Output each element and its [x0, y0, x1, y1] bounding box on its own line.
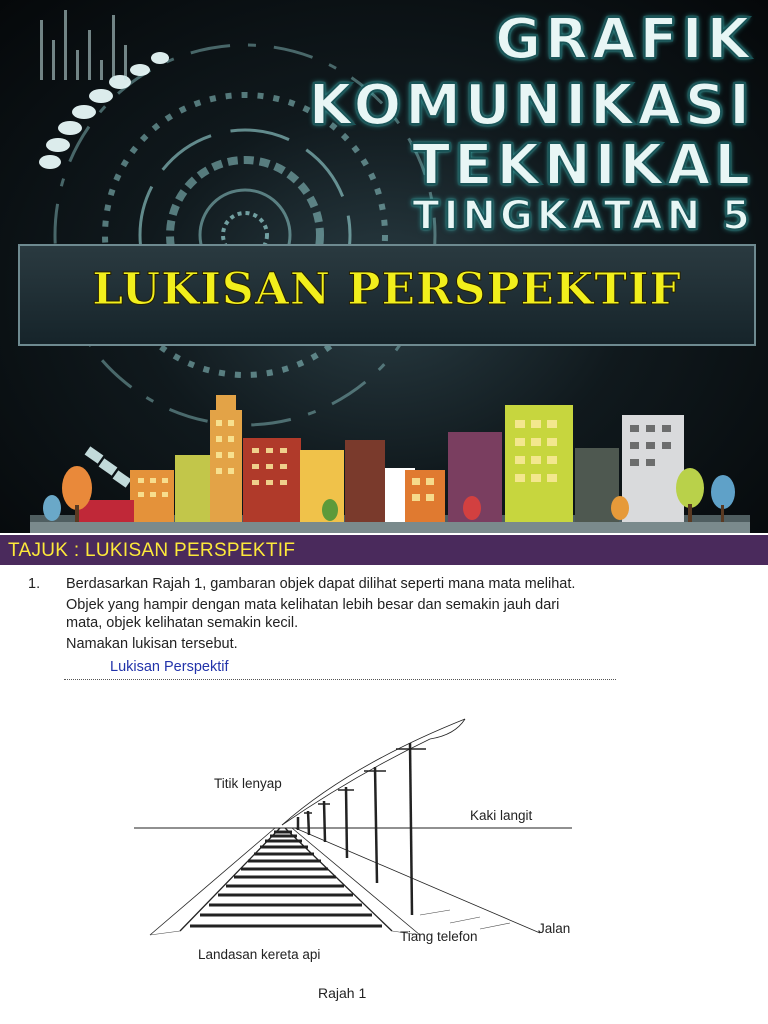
subject-box — [18, 244, 756, 346]
title-line-4: TINGKATAN 5 — [412, 193, 754, 239]
question-text-line-4: Namakan lukisan tersebut. — [66, 636, 238, 652]
label-railway: Landasan kereta api — [198, 947, 321, 962]
perspective-drawing — [120, 705, 590, 970]
question-number: 1. — [28, 576, 41, 592]
label-vanishing-point: Titik lenyap — [214, 776, 282, 791]
question-text-line-3: mata, objek kelihatan semakin kecil. — [66, 615, 299, 631]
label-road: Jalan — [538, 921, 571, 936]
question-text-line-1: Berdasarkan Rajah 1, gambaran objek dapat dilihat seperti mana mata melihat. — [66, 576, 576, 592]
subject-title: LUKISAN PERSPEKTIF — [92, 264, 682, 315]
figure-caption: Rajah 1 — [318, 985, 367, 1001]
telephone-pole — [410, 743, 412, 915]
topic-title: TAJUK : LUKISAN PERSPEKTIF — [8, 540, 296, 561]
topic-bar — [0, 535, 768, 565]
title-line-2: KOMUNIKASI — [308, 73, 754, 138]
perspective-figure — [120, 705, 590, 970]
title-line-1: GRAFIK — [495, 7, 754, 72]
answer-text: Lukisan Perspektif — [110, 659, 229, 675]
title-line-3: TEKNIKAL — [412, 133, 754, 198]
label-telephone-pole: Tiang telefon — [400, 929, 478, 944]
answer-dotted-line — [64, 679, 616, 680]
question-text-line-2: Objek yang hampir dengan mata kelihatan lebih besar dan semakin jauh dari — [66, 597, 560, 613]
road-edge — [295, 828, 540, 933]
label-horizon: Kaki langit — [470, 808, 533, 823]
